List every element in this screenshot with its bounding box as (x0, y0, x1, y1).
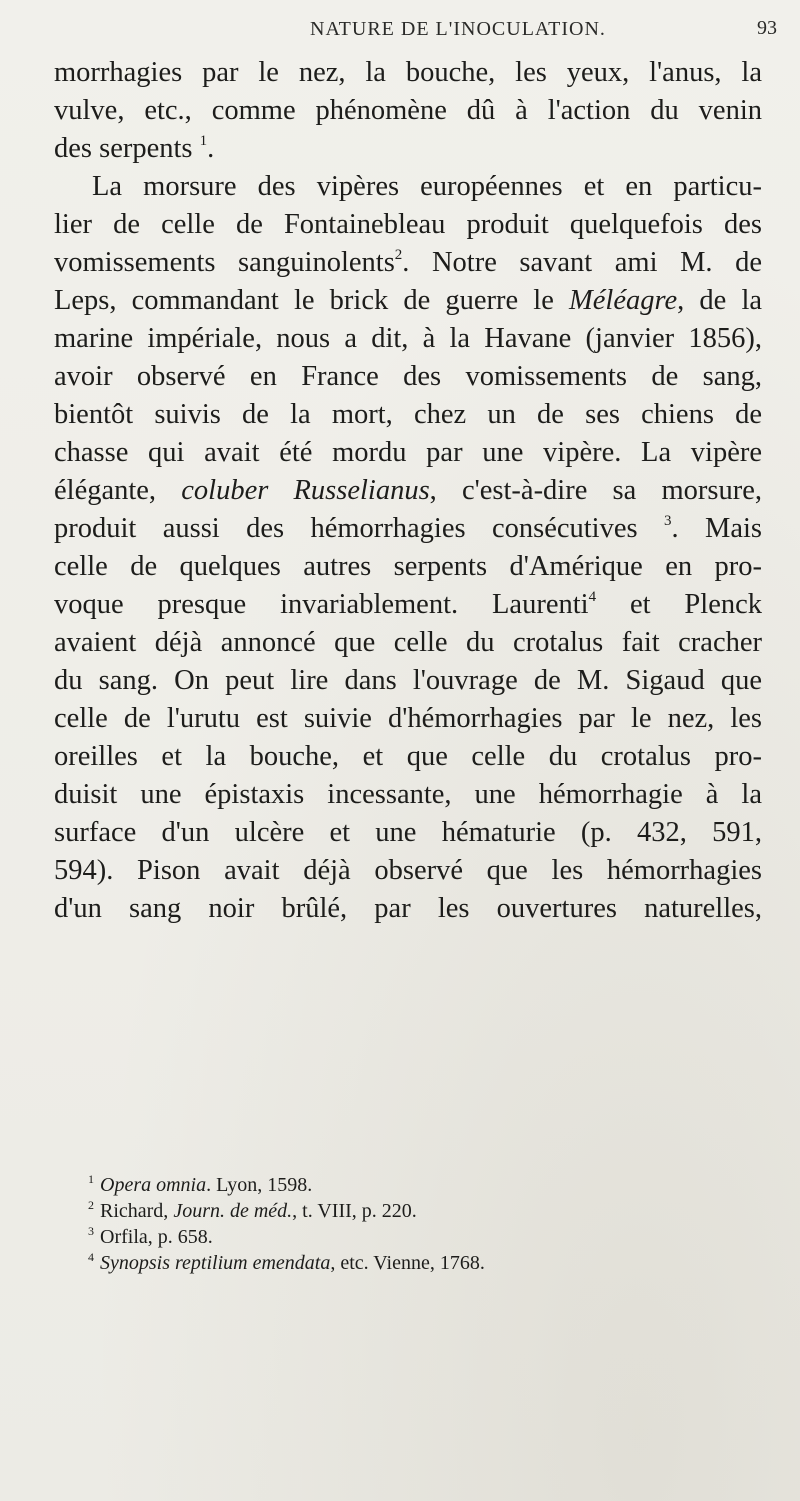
text-line: vulve, etc., comme phénomène dû à l'action du venin (54, 95, 762, 126)
text-line: élégante, coluber Russelianus, c'est-à-dire sa morsure, (54, 475, 762, 506)
text-line: oreilles et la bouche, et que celle du crotalus pro- (54, 741, 762, 772)
text-line: chasse qui avait été mordu par une vipère. La vipère (54, 437, 762, 468)
footnote: $^2$ Richard, Journ. de méd., t. VIII, p. 220. (88, 1198, 417, 1222)
text-line: Leps, commandant le brick de guerre le Méléagre, de la (54, 285, 763, 316)
running-head: NATURE DE L'INOCULATION. (310, 18, 606, 40)
footnote-mark: 1 (199, 133, 208, 149)
species-name: coluber Russelianus (181, 475, 430, 506)
text-line: morrhagies par le nez, la bouche, les yeux, l'anus, la (54, 57, 762, 88)
footnotes (88, 1172, 758, 1276)
text-line: surface d'un ulcère et une hématurie (p. 432, 591, (54, 817, 762, 848)
text-line: du sang. On peut lire dans l'ouvrage de M. Sigaud que (54, 665, 762, 696)
text-line: vomissements sanguinolents$^2$. Notre savant ami M. de (54, 247, 762, 278)
text-line: 594). Pison avait déjà observé que les hémorrhagies (54, 855, 762, 886)
footnote-mark: 4 (588, 589, 597, 605)
footnote: $^3$ Orfila, p. 658. (88, 1224, 213, 1248)
body-text (54, 54, 762, 928)
footnote: $^4$ Synopsis reptilium emendata, etc. Vienne, 1768. (88, 1250, 485, 1274)
text-line: La morsure des vipères européennes et en particu- (92, 171, 762, 202)
text-line: bientôt suivis de la mort, chez un de ses chiens de (54, 399, 762, 430)
text-line: marine impériale, nous a dit, à la Havane (janvier 1856), (54, 323, 762, 354)
text-line: avaient déjà annoncé que celle du crotalus fait cracher (54, 627, 762, 658)
text-line: duisit une épistaxis incessante, une hémorrhagie à la (54, 779, 762, 810)
footnote-mark: 2 (394, 247, 403, 263)
text-line: celle de l'urutu est suivie d'hémorrhagies par le nez, les (54, 703, 762, 734)
footnote-mark: 3 (664, 513, 672, 529)
text-line: celle de quelques autres serpents d'Amérique en pro- (54, 551, 762, 582)
text-line: des serpents $^1$. (54, 133, 215, 164)
text-line: lier de celle de Fontainebleau produit quelquefois des (54, 209, 762, 240)
text-line: produit aussi des hémorrhagies consécutives $^3$. Mais (54, 513, 763, 544)
text-line: voque presque invariablement. Laurenti$^4$ et Plenck (54, 589, 762, 620)
text-line: avoir observé en France des vomissements de sang, (54, 361, 762, 392)
text-line: d'un sang noir brûlé, par les ouvertures naturelles, (54, 893, 762, 924)
page-number: 93 (757, 17, 777, 39)
footnote: $^1$ Opera omnia. Lyon, 1598. (88, 1172, 313, 1196)
ship-name: Méléagre (569, 285, 678, 316)
